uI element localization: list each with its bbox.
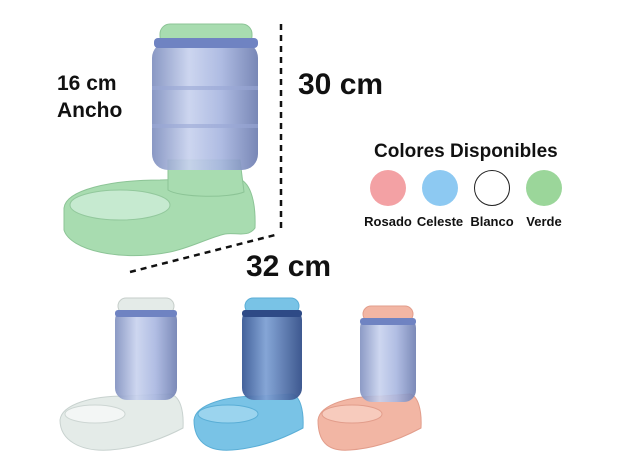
blue-feeder bbox=[194, 298, 303, 450]
colors-title: Colores Disponibles bbox=[374, 141, 558, 162]
height-dimension-label: 30 cm bbox=[298, 68, 384, 101]
swatch-label-verde: Verde bbox=[526, 214, 562, 229]
pink-feeder bbox=[318, 306, 421, 450]
swatch-label-rosado: Rosado bbox=[364, 214, 412, 229]
width-dimension-label bbox=[57, 70, 122, 124]
width-word: Ancho bbox=[57, 99, 123, 122]
white-feeder bbox=[60, 298, 183, 450]
swatch-celeste bbox=[422, 170, 458, 206]
width-value: 16 cm bbox=[57, 72, 117, 95]
swatch-blanco bbox=[474, 170, 510, 206]
swatch-label-blanco: Blanco bbox=[470, 214, 514, 229]
green-feeder bbox=[64, 24, 258, 256]
swatch-label-celeste: Celeste bbox=[416, 214, 464, 229]
depth-dimension-label: 32 cm bbox=[246, 250, 332, 283]
swatch-rosado bbox=[370, 170, 406, 206]
swatch-verde bbox=[526, 170, 562, 206]
